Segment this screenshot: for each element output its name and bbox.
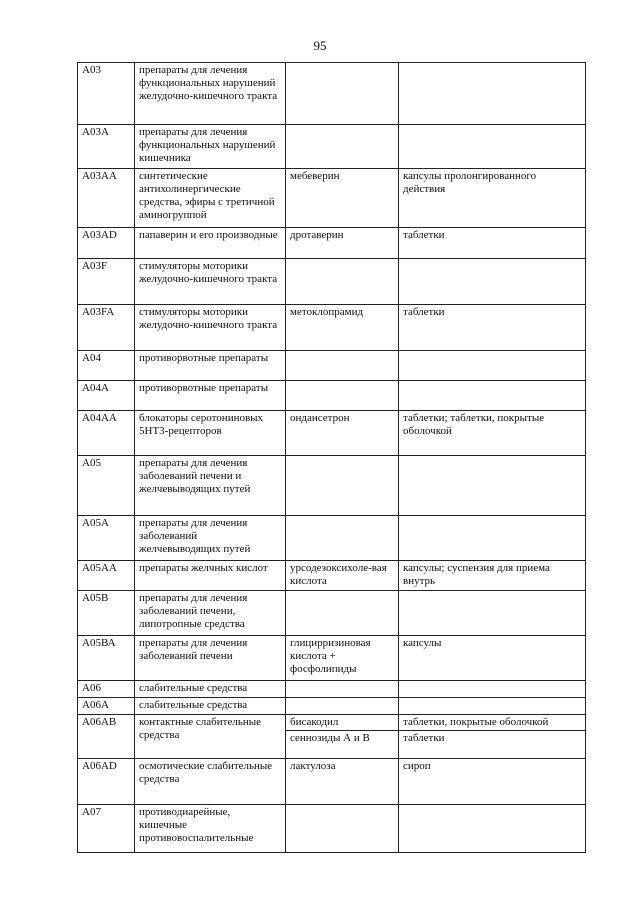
atc-code: А04А	[78, 381, 135, 411]
drug-name-cell	[286, 715, 399, 759]
atc-code: А06АВ	[78, 715, 135, 759]
table-row	[78, 591, 586, 636]
table-row	[78, 169, 586, 228]
drug-name	[286, 516, 399, 561]
drug-name	[286, 259, 399, 305]
atc-code: А05В	[78, 591, 135, 636]
dosage-form	[399, 591, 586, 636]
dosage-form: капсулы пролонгированного действия	[399, 169, 586, 228]
atc-code: А05А	[78, 516, 135, 561]
atc-code: А06А	[78, 698, 135, 715]
drug-name: урсодезоксихоле-вая кислота	[286, 561, 399, 591]
dosage-form: капсулы; суспензия для приема внутрь	[399, 561, 586, 591]
atc-code: А05	[78, 456, 135, 516]
pharmacological-group: слабительные средства	[135, 698, 286, 715]
table-row	[78, 561, 586, 591]
atc-code: A03F	[78, 259, 135, 305]
drug-name: сеннозиды А и В	[290, 732, 370, 744]
dosage-form: таблетки	[399, 305, 586, 351]
dosage-form	[399, 805, 586, 853]
dosage-form	[399, 681, 586, 698]
drug-name	[286, 805, 399, 853]
dosage-form	[399, 381, 586, 411]
pharmacological-group: папаверин и его производные	[135, 228, 286, 259]
pharmacological-group: слабительные средства	[135, 681, 286, 698]
atc-code: А03А	[78, 125, 135, 169]
table-row	[78, 305, 586, 351]
drug-name	[286, 698, 399, 715]
drug-name: бисакодил	[286, 716, 398, 731]
dosage-form	[399, 516, 586, 561]
dosage-form: сироп	[399, 759, 586, 805]
atc-code: А03АА	[78, 169, 135, 228]
atc-code: A03AD	[78, 228, 135, 259]
dosage-form	[399, 698, 586, 715]
drug-name: лактулоза	[286, 759, 399, 805]
table-row	[78, 715, 586, 759]
drug-name: метоклопрамид	[286, 305, 399, 351]
pharmacological-group: стимуляторы моторики желудочно-кишечного тракта	[135, 259, 286, 305]
drug-name	[286, 681, 399, 698]
dosage-form	[399, 125, 586, 169]
pharmacological-group: препараты желчных кислот	[135, 561, 286, 591]
atc-code: А07	[78, 805, 135, 853]
pharmacological-group: блокаторы серотониновых 5НТ3-рецепторов	[135, 411, 286, 456]
table-row	[78, 259, 586, 305]
table-row	[78, 456, 586, 516]
dosage-form	[399, 351, 586, 381]
drug-name	[286, 381, 399, 411]
table-row	[78, 381, 586, 411]
dosage-form: таблетки	[403, 732, 445, 744]
pharmacological-group: препараты для лечения заболеваний печени и желчевыводящих путей	[135, 456, 286, 516]
dosage-form-cell	[399, 715, 586, 759]
table-row	[78, 516, 586, 561]
atc-code: А03	[78, 63, 135, 125]
table-row	[78, 411, 586, 456]
table-row	[78, 63, 586, 125]
table-row	[78, 759, 586, 805]
pharmacological-group: противодиарейные, кишечные противовоспалительные	[135, 805, 286, 853]
pharmacological-group: препараты для лечения заболеваний желчевыводящих путей	[135, 516, 286, 561]
table-row	[78, 681, 586, 698]
pharmacological-group: противорвотные препараты	[135, 351, 286, 381]
atc-code: А04АА	[78, 411, 135, 456]
pharmacological-group: препараты для лечения заболеваний печени	[135, 636, 286, 681]
drug-name	[286, 63, 399, 125]
drug-name	[286, 456, 399, 516]
drug-name: дротаверин	[286, 228, 399, 259]
drug-name	[286, 125, 399, 169]
table-row	[78, 698, 586, 715]
pharmacological-group: синтетические антихолинергические средства, эфиры с третичной аминогруппой	[135, 169, 286, 228]
atc-code: A03FA	[78, 305, 135, 351]
pharmacological-group: препараты для лечения заболеваний печени, липотропные средства	[135, 591, 286, 636]
table-row	[78, 228, 586, 259]
table-row	[78, 805, 586, 853]
drug-name: мебеверин	[286, 169, 399, 228]
pharmacological-group: осмотические слабительные средства	[135, 759, 286, 805]
atc-code: A06AD	[78, 759, 135, 805]
dosage-form: таблетки	[399, 228, 586, 259]
table-row	[78, 351, 586, 381]
dosage-form	[399, 63, 586, 125]
drug-name	[286, 351, 399, 381]
pharmacological-group: противорвотные препараты	[135, 381, 286, 411]
dosage-form	[399, 259, 586, 305]
pharmacological-group: стимуляторы моторики желудочно-кишечного тракта	[135, 305, 286, 351]
atc-code: А05АА	[78, 561, 135, 591]
dosage-form: капсулы	[399, 636, 586, 681]
page-number: 95	[313, 38, 327, 53]
dosage-form: таблетки; таблетки, покрытые оболочкой	[399, 411, 586, 456]
dosage-form	[399, 456, 586, 516]
atc-code: А06	[78, 681, 135, 698]
drug-name	[286, 591, 399, 636]
dosage-form: таблетки, покрытые оболочкой	[399, 716, 585, 731]
atc-code: А04	[78, 351, 135, 381]
table-row	[78, 636, 586, 681]
drug-table	[77, 62, 586, 853]
drug-name: глицирризиновая кислота + фосфолипиды	[286, 636, 399, 681]
drug-name: ондансетрон	[286, 411, 399, 456]
table-row	[78, 125, 586, 169]
pharmacological-group: препараты для лечения функциональных нарушений желудочно-кишечного тракта	[135, 63, 286, 125]
atc-code: А05ВА	[78, 636, 135, 681]
pharmacological-group: контактные слабительные средства	[135, 715, 286, 759]
pharmacological-group: препараты для лечения функциональных нарушений кишечника	[135, 125, 286, 169]
